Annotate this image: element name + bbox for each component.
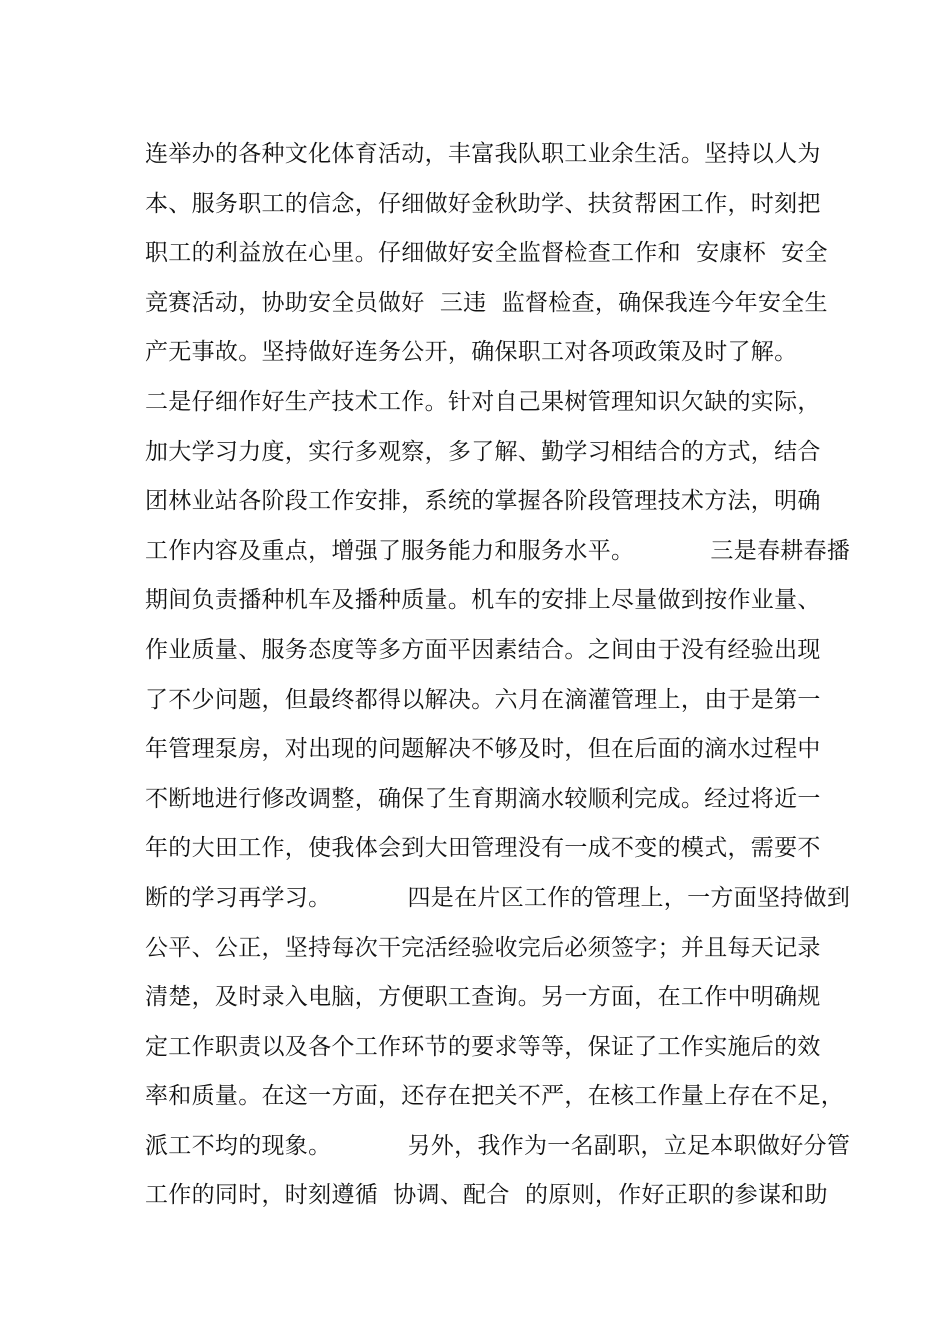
text-line: 产无事故。坚持做好连务公开，确保职工对各项政策及时了解。: [145, 339, 798, 366]
text-line: 加大学习力度，实行多观察，多了解、勤学习相结合的方式，结合: [145, 438, 821, 465]
text-line: 定工作职责以及各个工作环节的要求等等，保证了工作实施后的效: [145, 1033, 821, 1060]
text-line: 本、服务职工的信念，仔细做好金秋助学、扶贫帮困工作，时刻把: [145, 190, 821, 217]
text-line: 职工的利益放在心里。仔细做好安全监督检查工作和 安康杯 安全: [145, 240, 828, 267]
text-line: 了不少问题，但最终都得以解决。六月在滴灌管理上，由于是第一: [145, 686, 821, 713]
text-line: 年管理泵房，对出现的问题解决不够及时，但在后面的滴水过程中: [145, 736, 821, 763]
text-line: 公平、公正，坚持每次干完活经验收完后必须签字；并且每天记录: [145, 934, 821, 961]
text-line: 不断地进行修改调整，确保了生育期滴水较顺利完成。经过将近一: [145, 785, 821, 812]
text-line: 年的大田工作，使我体会到大田管理没有一成不变的模式，需要不: [145, 835, 821, 862]
text-line: 团林业站各阶段工作安排，系统的掌握各阶段管理技术方法，明确: [145, 488, 821, 515]
body-text: [145, 130, 851, 1221]
text-line: 连举办的各种文化体育活动，丰富我队职工业余生活。坚持以人为: [145, 141, 821, 167]
text-line: 期间负责播种机车及播种质量。机车的安排上尽量做到按作业量、: [145, 587, 821, 614]
text-line: 竞赛活动，协助安全员做好 三违 监督检查，确保我连今年安全生: [145, 289, 828, 316]
text-line: 工作内容及重点，增强了服务能力和服务水平。 三是春耕春播: [145, 537, 851, 564]
text-line: 派工不均的现象。 另外，我作为一名副职，立足本职做好分管: [145, 1132, 851, 1159]
text-line: 工作的同时，时刻遵循 协调、配合 的原则，作好正职的参谋和助: [145, 1182, 828, 1209]
text-line: 作业质量、服务态度等多方面平因素结合。之间由于没有经验出现: [145, 636, 821, 663]
text-line: 断的学习再学习。 四是在片区工作的管理上，一方面坚持做到: [145, 884, 851, 911]
text-line: 率和质量。在这一方面，还存在把关不严，在核工作量上存在不足，: [145, 1083, 844, 1110]
text-line: 二是仔细作好生产技术工作。针对自己果树管理知识欠缺的实际，: [145, 388, 821, 415]
text-line: 清楚，及时录入电脑，方便职工查询。另一方面，在工作中明确规: [145, 984, 821, 1011]
